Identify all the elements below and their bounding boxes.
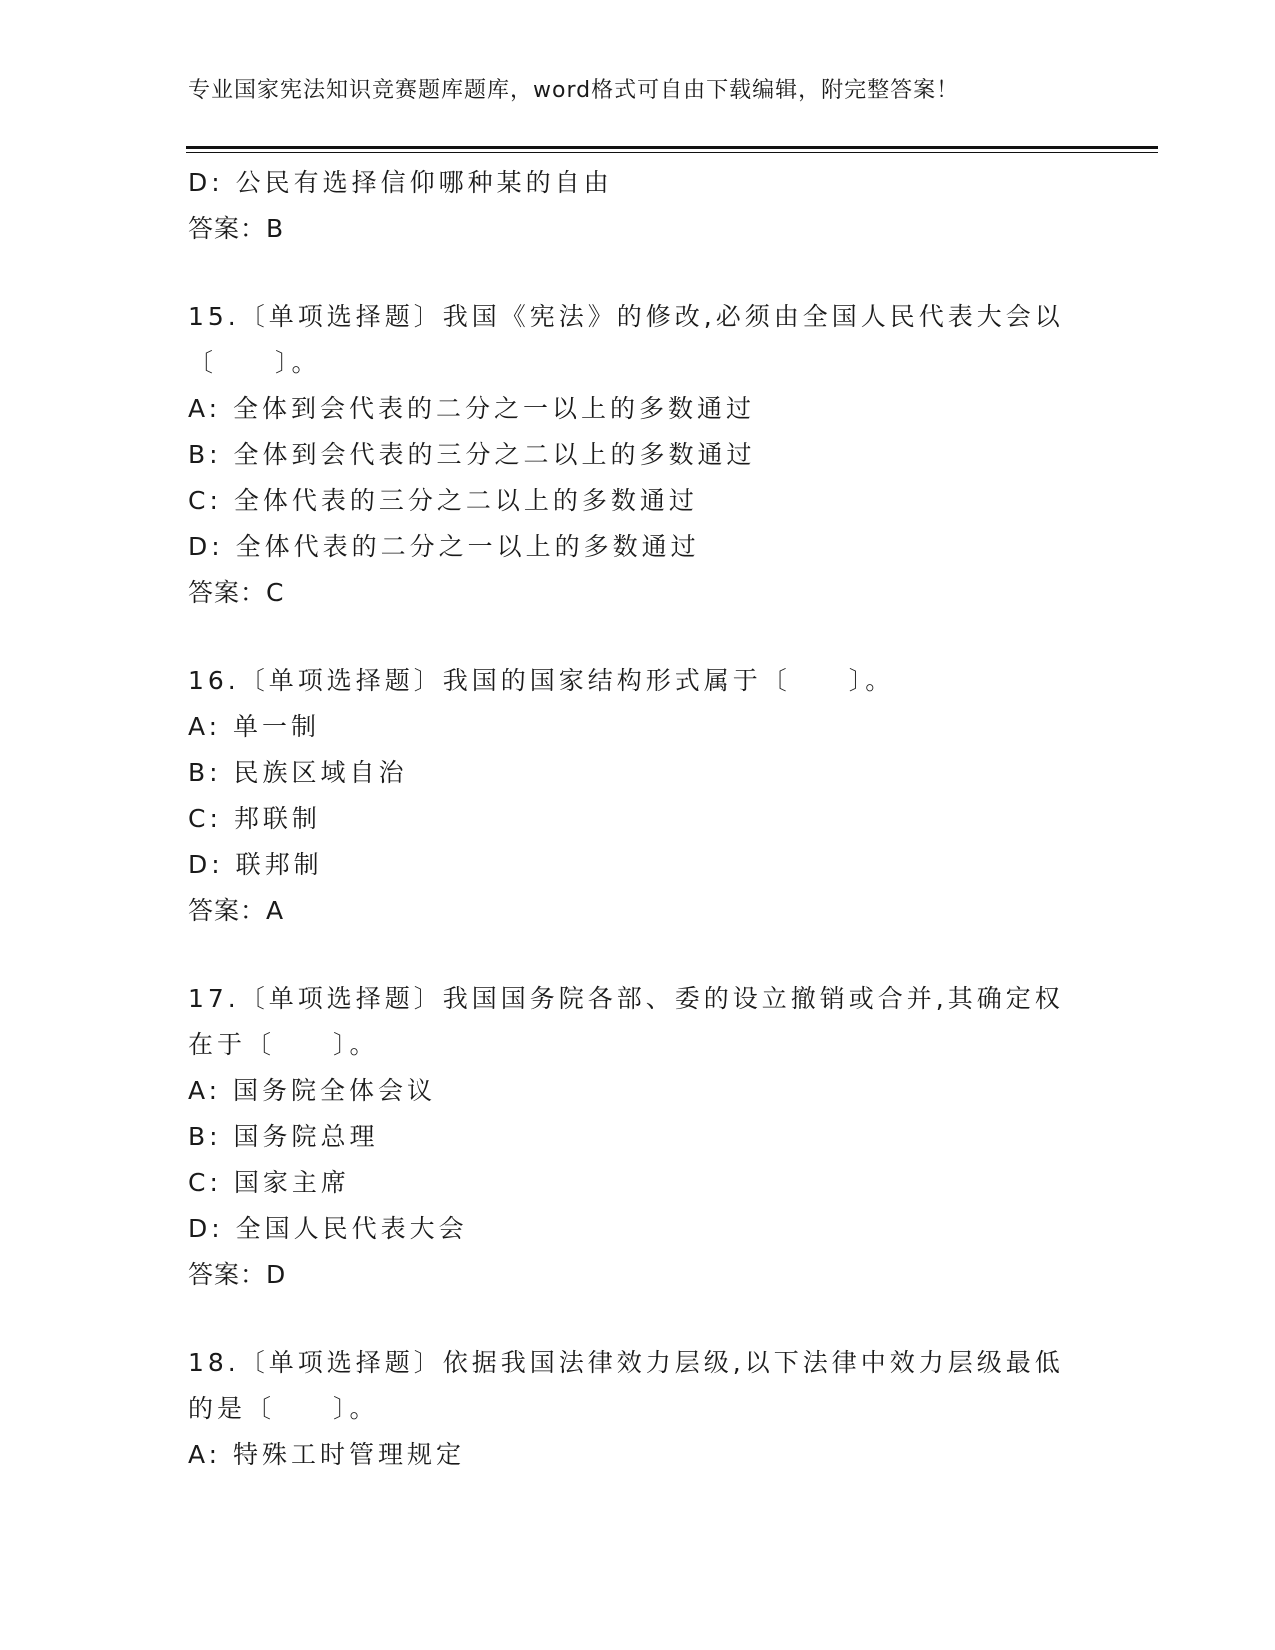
option-b: B: 全体到会代表的三分之二以上的多数通过	[188, 440, 756, 469]
question-stem: 16.〔单项选择题〕我国的国家结构形式属于〔 〕。	[188, 666, 895, 695]
answer-line: 答案：C	[188, 578, 285, 607]
question-stem: 〔 〕。	[188, 348, 321, 377]
option-c: C: 国家主席	[188, 1168, 350, 1197]
answer-line: 答案：A	[188, 896, 285, 925]
document-body	[188, 160, 1088, 1478]
option-c: C: 全体代表的三分之二以上的多数通过	[188, 486, 698, 515]
header-divider-thin	[186, 152, 1158, 153]
page-header: 专业国家宪法知识竞赛题库题库，word格式可自由下载编辑，附完整答案！	[188, 78, 960, 103]
option-d: D: 联邦制	[188, 850, 323, 879]
option-a: A: 全体到会代表的二分之一以上的多数通过	[188, 394, 756, 423]
option-d: D: 公民有选择信仰哪种某的自由	[188, 168, 613, 197]
option-d: D: 全国人民代表大会	[188, 1214, 468, 1243]
answer-line: 答案：D	[188, 1260, 287, 1289]
option-b: B: 国务院总理	[188, 1122, 379, 1151]
question-stem: 15.〔单项选择题〕我国《宪法》的修改,必须由全国人民代表大会以	[188, 302, 1064, 331]
question-16	[188, 658, 1088, 934]
header-divider-thick	[186, 146, 1158, 149]
question-stem: 在于〔 〕。	[188, 1030, 379, 1059]
question-15	[188, 294, 1088, 616]
question-17	[188, 976, 1088, 1298]
question-stem: 17.〔单项选择题〕我国国务院各部、委的设立撤销或合并,其确定权	[188, 984, 1064, 1013]
option-b: B: 民族区域自治	[188, 758, 408, 787]
answer-line: 答案：B	[188, 214, 285, 243]
option-a: A: 国务院全体会议	[188, 1076, 437, 1105]
question-stem: 的是〔 〕。	[188, 1394, 379, 1423]
option-d: D: 全体代表的二分之一以上的多数通过	[188, 532, 700, 561]
option-c: C: 邦联制	[188, 804, 321, 833]
question-stem: 18.〔单项选择题〕依据我国法律效力层级,以下法律中效力层级最低	[188, 1348, 1064, 1377]
question-18	[188, 1340, 1088, 1478]
option-a: A: 特殊工时管理规定	[188, 1440, 466, 1469]
option-a: A: 单一制	[188, 712, 321, 741]
